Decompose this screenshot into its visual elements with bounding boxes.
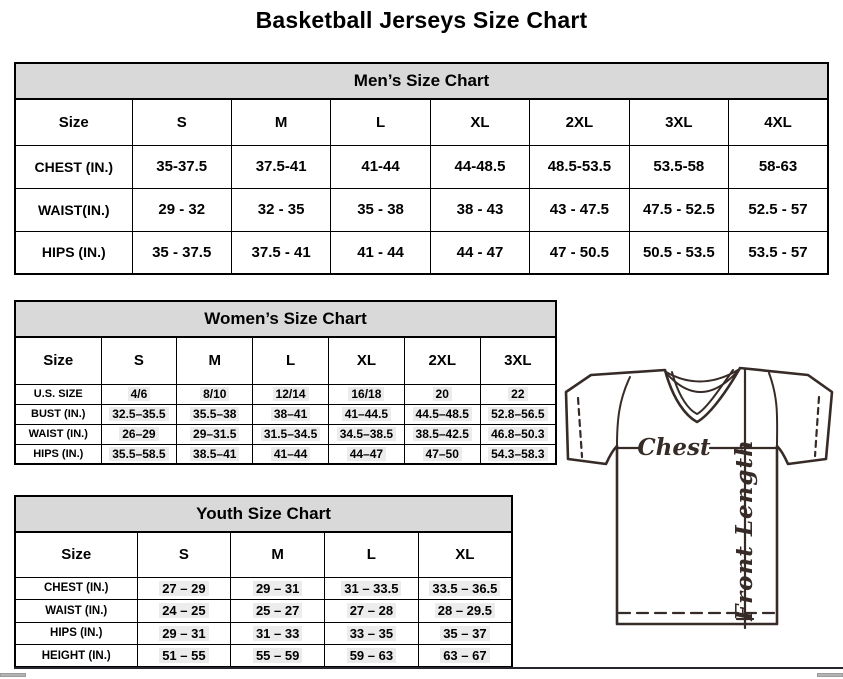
column-header-3xl: 3XL xyxy=(480,337,556,384)
size-value: 33.5 – 36.5 xyxy=(429,581,500,596)
size-value: 51 – 55 xyxy=(159,648,208,663)
left-cuff-dashed-line xyxy=(578,398,582,457)
size-value-cell xyxy=(480,384,556,404)
size-value: 63 – 67 xyxy=(440,648,489,663)
size-value: 29–31.5 xyxy=(190,427,239,441)
size-value: 44.5–48.5 xyxy=(413,407,472,421)
size-value-cell xyxy=(430,231,529,274)
size-value: 41-44 xyxy=(361,158,400,175)
row-label: WAIST (IN.) xyxy=(15,424,101,444)
row-label: HIPS (IN.) xyxy=(15,444,101,464)
size-value: 35 – 37 xyxy=(440,626,489,641)
right-cuff-dashed-line xyxy=(815,397,819,456)
size-value: 38–41 xyxy=(271,407,310,421)
size-value-cell xyxy=(629,231,728,274)
column-header-l: L xyxy=(331,99,430,145)
header-row xyxy=(15,337,556,384)
size-value: 47 - 50.5 xyxy=(549,243,609,261)
size-value-cell xyxy=(231,188,330,231)
size-value-cell xyxy=(404,404,480,424)
womens-size-table xyxy=(14,336,557,465)
size-value: 58-63 xyxy=(758,158,798,175)
chest-label: Chest xyxy=(637,434,711,461)
size-value-cell xyxy=(253,384,329,404)
size-value: 48.5-53.5 xyxy=(547,158,612,175)
header-row xyxy=(15,99,828,145)
size-value: 38.5–42.5 xyxy=(413,427,472,441)
size-value: 54.3–58.3 xyxy=(488,447,547,461)
bottom-horizontal-rule xyxy=(14,667,843,669)
size-value: 20 xyxy=(433,387,452,401)
size-value-cell xyxy=(253,404,329,424)
size-value-cell xyxy=(530,188,629,231)
size-value-cell xyxy=(418,600,512,623)
table-row xyxy=(15,622,512,645)
size-value-cell xyxy=(480,444,556,464)
table-row xyxy=(15,424,556,444)
column-header-size: Size xyxy=(15,532,137,577)
size-value: 26–29 xyxy=(119,427,158,441)
size-value-cell xyxy=(137,577,231,600)
column-header-m: M xyxy=(231,532,325,577)
table-row xyxy=(15,404,556,424)
size-value: 47.5 - 52.5 xyxy=(642,201,715,218)
row-label: HIPS (IN.) xyxy=(15,622,137,645)
size-value: 8/10 xyxy=(200,387,229,401)
size-value: 34.5–38.5 xyxy=(337,427,396,441)
size-value: 46.8–50.3 xyxy=(488,427,547,441)
size-value: 44-48.5 xyxy=(454,158,506,175)
size-value-cell xyxy=(328,384,404,404)
size-value-cell xyxy=(231,231,330,274)
size-value: 50.5 - 53.5 xyxy=(642,243,715,261)
size-value-cell xyxy=(480,424,556,444)
size-value-cell xyxy=(729,188,828,231)
size-value-cell xyxy=(404,444,480,464)
right-armhole-seam xyxy=(769,373,777,446)
table-row xyxy=(15,145,828,188)
size-value: 12/14 xyxy=(273,387,309,401)
size-value-cell xyxy=(177,444,253,464)
column-header-xl: XL xyxy=(328,337,404,384)
size-value-cell xyxy=(430,145,529,188)
table-row xyxy=(15,600,512,623)
left-armhole-seam xyxy=(617,377,630,446)
column-header-s: S xyxy=(101,337,177,384)
size-value-cell xyxy=(253,444,329,464)
size-value: 47–50 xyxy=(423,447,462,461)
row-label: WAIST(IN.) xyxy=(15,188,132,231)
size-value: 35.5–58.5 xyxy=(109,447,168,461)
table-row xyxy=(15,231,828,274)
size-value: 44 - 47 xyxy=(456,243,504,261)
size-value: 27 – 29 xyxy=(159,581,208,596)
size-value: 35.5–38 xyxy=(190,407,239,421)
size-value-cell xyxy=(328,444,404,464)
column-header-s: S xyxy=(132,99,231,145)
size-value-cell xyxy=(137,600,231,623)
column-header-xl: XL xyxy=(418,532,512,577)
size-value: 22 xyxy=(508,387,527,401)
size-value-cell xyxy=(325,577,419,600)
size-value: 31 – 33 xyxy=(253,626,302,641)
size-value-cell xyxy=(137,645,231,668)
table-row xyxy=(15,444,556,464)
size-value-cell xyxy=(101,384,177,404)
size-value-cell xyxy=(177,404,253,424)
womens-size-chart-section xyxy=(14,300,557,465)
size-value: 16/18 xyxy=(348,387,384,401)
column-header-size: Size xyxy=(15,99,132,145)
size-value-cell xyxy=(325,600,419,623)
table-row xyxy=(15,384,556,404)
row-label: U.S. SIZE xyxy=(15,384,101,404)
column-header-l: L xyxy=(325,532,419,577)
size-value: 52.8–56.5 xyxy=(488,407,547,421)
size-value-cell xyxy=(101,404,177,424)
womens-size-chart-title: Women’s Size Chart xyxy=(14,300,557,338)
jersey-outline xyxy=(566,368,832,624)
row-label: BUST (IN.) xyxy=(15,404,101,424)
size-value: 28 – 29.5 xyxy=(435,603,495,618)
size-value-cell xyxy=(231,577,325,600)
size-value-cell xyxy=(629,145,728,188)
size-value: 38 - 43 xyxy=(456,201,504,218)
size-value-cell xyxy=(231,145,330,188)
column-header-2xl: 2XL xyxy=(404,337,480,384)
table-row xyxy=(15,188,828,231)
front-length-label: Front Length xyxy=(731,439,758,621)
column-header-4xl: 4XL xyxy=(729,99,828,145)
table-row xyxy=(15,645,512,668)
size-value-cell xyxy=(331,231,430,274)
size-value: 52.5 - 57 xyxy=(748,201,808,218)
column-header-m: M xyxy=(177,337,253,384)
scrollbar-fragment-left[interactable] xyxy=(0,673,26,677)
size-value-cell xyxy=(231,622,325,645)
mens-size-chart-title: Men’s Size Chart xyxy=(14,62,829,100)
mens-size-table xyxy=(14,98,829,275)
row-label: HIPS (IN.) xyxy=(15,231,132,274)
size-value: 41–44 xyxy=(271,447,310,461)
size-value-cell xyxy=(101,444,177,464)
size-value-cell xyxy=(331,188,430,231)
size-value-cell xyxy=(132,231,231,274)
size-value-cell xyxy=(729,145,828,188)
mens-size-chart-section xyxy=(14,62,829,275)
size-value-cell xyxy=(404,384,480,404)
size-value: 35-37.5 xyxy=(156,158,208,175)
size-value-cell xyxy=(729,231,828,274)
size-value: 38.5–41 xyxy=(190,447,239,461)
size-value: 41–44.5 xyxy=(342,407,391,421)
size-value-cell xyxy=(325,645,419,668)
row-label: WAIST (IN.) xyxy=(15,600,137,623)
size-value: 33 – 35 xyxy=(347,626,396,641)
size-value-cell xyxy=(418,577,512,600)
column-header-s: S xyxy=(137,532,231,577)
size-value-cell xyxy=(530,231,629,274)
size-value: 53.5-58 xyxy=(653,158,705,175)
size-value: 35 - 37.5 xyxy=(152,243,212,261)
row-label: HEIGHT (IN.) xyxy=(15,645,137,668)
size-value: 24 – 25 xyxy=(159,603,208,618)
youth-size-table xyxy=(14,531,513,668)
size-value-cell xyxy=(137,622,231,645)
column-header-size: Size xyxy=(15,337,101,384)
size-value: 41 - 44 xyxy=(357,243,404,261)
size-value-cell xyxy=(328,404,404,424)
size-value: 59 – 63 xyxy=(347,648,396,663)
size-value: 31 – 33.5 xyxy=(341,581,401,596)
youth-size-chart-section xyxy=(14,495,513,668)
size-value-cell xyxy=(132,145,231,188)
column-header-l: L xyxy=(253,337,329,384)
scrollbar-fragment-right[interactable] xyxy=(817,673,843,677)
size-value: 37.5-41 xyxy=(255,158,307,175)
page-title: Basketball Jerseys Size Chart xyxy=(255,7,588,33)
size-value: 55 – 59 xyxy=(253,648,302,663)
size-value: 29 – 31 xyxy=(159,626,208,641)
size-value-cell xyxy=(177,424,253,444)
size-value: 29 – 31 xyxy=(253,581,302,596)
jersey-measurement-diagram xyxy=(556,358,841,630)
table-row xyxy=(15,577,512,600)
size-value: 29 - 32 xyxy=(158,201,206,218)
size-value: 44–47 xyxy=(347,447,386,461)
header-row xyxy=(15,532,512,577)
size-value-cell xyxy=(530,145,629,188)
size-value: 53.5 - 57 xyxy=(748,243,808,261)
size-value: 35 - 38 xyxy=(357,201,404,218)
size-value-cell xyxy=(101,424,177,444)
youth-size-chart-title: Youth Size Chart xyxy=(14,495,513,533)
size-value-cell xyxy=(231,600,325,623)
column-header-2xl: 2XL xyxy=(530,99,629,145)
size-value-cell xyxy=(331,145,430,188)
size-value: 32.5–35.5 xyxy=(109,407,168,421)
size-value-cell xyxy=(132,188,231,231)
size-value-cell xyxy=(253,424,329,444)
size-value: 32 - 35 xyxy=(257,201,305,218)
size-value-cell xyxy=(418,622,512,645)
size-value: 27 – 28 xyxy=(347,603,396,618)
size-value-cell xyxy=(430,188,529,231)
size-value-cell xyxy=(328,424,404,444)
size-value: 4/6 xyxy=(128,387,151,401)
size-value-cell xyxy=(629,188,728,231)
size-value-cell xyxy=(231,645,325,668)
size-value: 31.5–34.5 xyxy=(261,427,320,441)
size-value-cell xyxy=(480,404,556,424)
column-header-3xl: 3XL xyxy=(629,99,728,145)
size-value-cell xyxy=(404,424,480,444)
column-header-xl: XL xyxy=(430,99,529,145)
size-value: 43 - 47.5 xyxy=(549,201,609,218)
row-label: CHEST (IN.) xyxy=(15,577,137,600)
size-value: 37.5 - 41 xyxy=(251,243,311,261)
size-value-cell xyxy=(325,622,419,645)
size-value: 25 – 27 xyxy=(253,603,302,618)
size-value-cell xyxy=(177,384,253,404)
size-value-cell xyxy=(418,645,512,668)
column-header-m: M xyxy=(231,99,330,145)
row-label: CHEST (IN.) xyxy=(15,145,132,188)
